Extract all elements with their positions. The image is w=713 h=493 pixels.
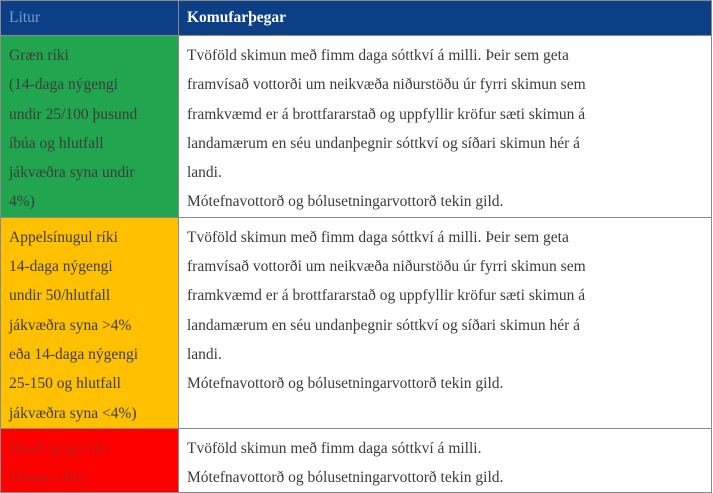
row-label-line: Appelsínugul ríki <box>9 228 118 246</box>
row-label-cell <box>1 217 179 428</box>
row-text-cell <box>179 36 712 218</box>
row-label-cell <box>1 36 179 218</box>
row-label-line: Rauð og grá ríki <box>9 439 111 457</box>
row-text-line: landamærum en séu undanþegnir sóttkví og síðari skimun hér á <box>187 134 581 152</box>
row-label-line: 14-daga nýgengi <box>9 258 113 276</box>
row-label-cell <box>1 428 179 493</box>
row-text-line: landi. <box>187 164 222 182</box>
row-label-line: (Önnur ríki) <box>9 469 85 487</box>
row-text-line: Mótefnavottorð og bólusetningarvottorð tekin gild. <box>187 193 504 211</box>
row-label-line: undir 50/hlutfall <box>9 287 111 305</box>
row-text-line: Tvöföld skimun með fimm daga sóttkví á milli. Þeir sem geta <box>187 47 569 64</box>
row-label-line: Græn ríki <box>9 47 69 64</box>
row-text-line: Tvöföld skimun með fimm daga sóttkví á milli. Þeir sem geta <box>187 228 569 246</box>
row-label-line: jákvæðra syna undir <box>9 164 135 182</box>
row-text-cell <box>179 217 712 428</box>
header-arrivals <box>179 1 712 36</box>
table-header-row <box>1 1 712 36</box>
row-text-line: Tvöföld skimun með fimm daga sóttkví á milli. <box>187 439 482 457</box>
header-color-label: Litur <box>9 9 40 26</box>
table-row-orange <box>1 217 712 428</box>
table-row-green <box>1 36 712 218</box>
row-text-line: framvísað vottorði um neikvæða niðurstöðu úr fyrri skimun sem <box>187 258 586 276</box>
row-label-line: 25-150 og hlutfall <box>9 375 121 393</box>
row-text-line: Mótefnavottorð og bólusetningarvottorð tekin gild. <box>187 375 504 393</box>
header-arrivals-label: Komufarþegar <box>187 9 287 26</box>
row-label-line: undir 25/100 þusund <box>9 105 138 123</box>
row-text-line: framkvæmd er á brottfararstað og uppfyllir kröfur sæti skimun á <box>187 287 586 305</box>
row-label-line: eða 14-daga nýgengi <box>9 345 139 363</box>
row-label-line: jákvæðra syna >4% <box>9 316 132 334</box>
row-text-line: Mótefnavottorð og bólusetningarvottorð tekin gild. <box>187 469 504 487</box>
header-color <box>1 1 179 36</box>
row-text-line: landamærum en séu undanþegnir sóttkví og síðari skimun hér á <box>187 316 581 334</box>
table-row-red <box>1 428 712 493</box>
row-label-line: (14-daga nýgengi <box>9 76 118 94</box>
row-label-line: 4%) <box>9 193 35 211</box>
row-text-line: landi. <box>187 345 222 363</box>
row-text-line: framkvæmd er á brottfararstað og uppfyllir kröfur sæti skimun á <box>187 105 586 123</box>
row-label-line: íbúa og hlutfall <box>9 134 104 152</box>
row-label-line: jákvæðra syna <4%) <box>9 404 137 422</box>
row-text-cell <box>179 428 712 493</box>
row-text-line: framvísað vottorði um neikvæða niðurstöðu úr fyrri skimun sem <box>187 76 586 94</box>
